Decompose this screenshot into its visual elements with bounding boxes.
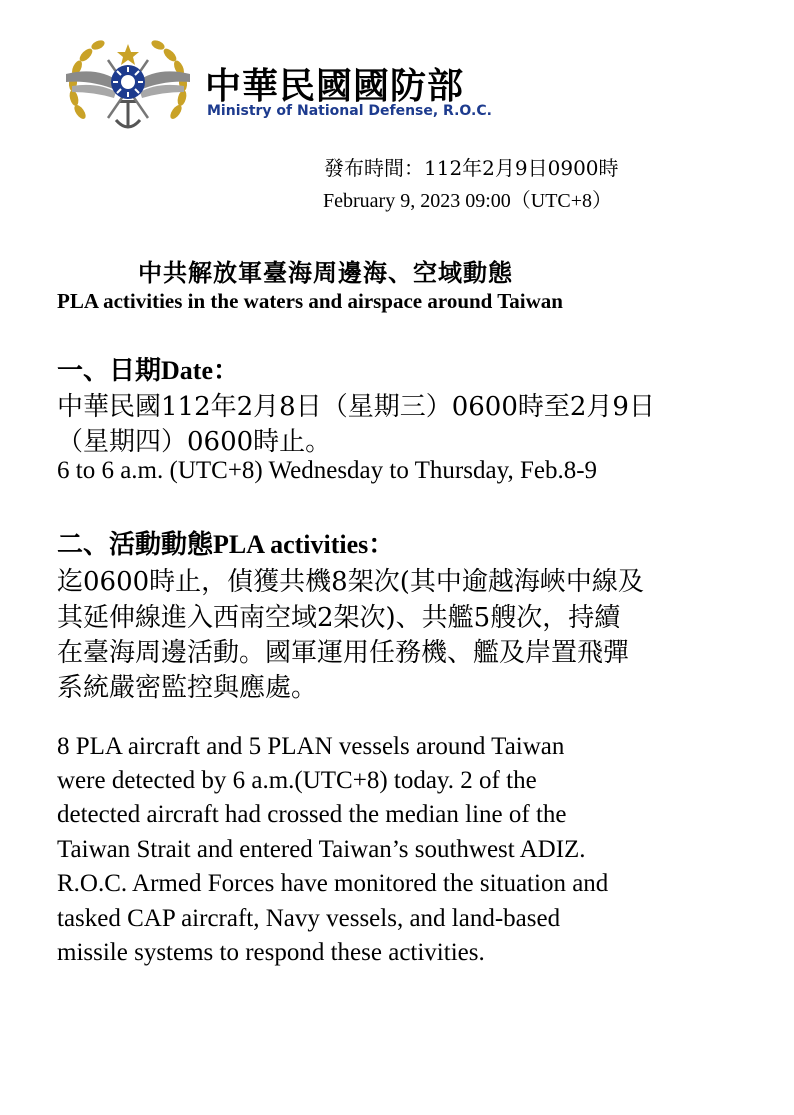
organization-name-en: Ministry of National Defense, R.O.C. [207, 103, 492, 119]
section-activities-heading-colon: ： [368, 530, 395, 560]
section-activities-heading-zh: 二、活動動態 [57, 530, 214, 560]
section-date-line: （星期四）0600時止。 [57, 427, 332, 457]
activities-zh-line: 迄0600時止，偵獲共機8架次(其中逾越海峽中線及 [57, 567, 644, 597]
section-activities-heading-en: PLA activities [213, 530, 369, 559]
section-activities-heading [57, 524, 394, 561]
activities-en-line: tasked CAP aircraft, Navy vessels, and land-based [57, 905, 561, 932]
section-date-line-en: 6 to 6 a.m. (UTC+8) Wednesday to Thursday, Feb.8-9 [57, 457, 598, 484]
document-title-zh: 中共解放軍臺海周邊海、空域動態 [138, 258, 513, 287]
activities-zh-line: 系統嚴密監控與應處。 [57, 673, 318, 703]
activities-en-line: R.O.C. Armed Forces have monitored the situation and [57, 870, 609, 897]
section-date-heading [57, 350, 239, 387]
mnd-emblem-logo [58, 30, 198, 140]
activities-en-line: were detected by 6 a.m.(UTC+8) today. 2 of the [57, 767, 537, 794]
document-title-en: PLA activities in the waters and airspace around Taiwan [57, 289, 563, 313]
activities-en-line: detected aircraft had crossed the median line of the [57, 801, 567, 828]
release-time-en: February 9, 2023 09:00（UTC+8） [323, 190, 613, 212]
section-date-line: 中華民國112年2月8日（星期三）0600時至2月9日 [57, 392, 655, 422]
section-date-heading-en: Date [161, 356, 213, 385]
section-date-heading-colon: ： [213, 356, 240, 386]
release-time-zh: 發布時間：112年2月9日0900時 [324, 156, 619, 180]
activities-en-line: missile systems to respond these activities. [57, 939, 485, 966]
activities-en-line: 8 PLA aircraft and 5 PLAN vessels around Taiwan [57, 733, 565, 760]
activities-zh-line: 其延伸線進入西南空域2架次)、共艦5艘次，持續 [57, 603, 621, 633]
activities-zh-line: 在臺海周邊活動。國軍運用任務機、艦及岸置飛彈 [57, 638, 630, 668]
activities-en-line: Taiwan Strait and entered Taiwan’s southwest ADIZ. [57, 836, 586, 863]
organization-name-zh: 中華民國國防部 [205, 66, 465, 107]
section-date-heading-zh: 一、日期 [57, 356, 162, 386]
